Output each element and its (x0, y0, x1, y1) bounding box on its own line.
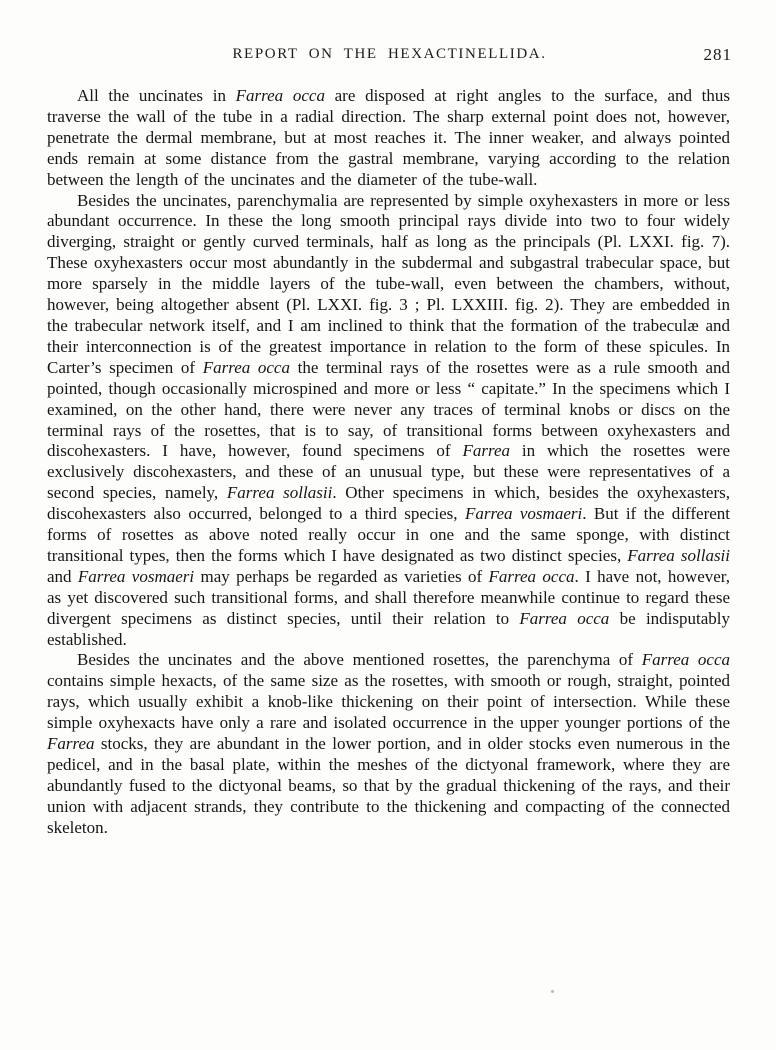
scan-artifact-dot (551, 990, 554, 993)
body-text: . Other specimens in which, besides the oxyhexasters, discohexasters also occurred, belonged to a third species, (47, 483, 731, 524)
body-text: in which the rosettes were exclusively discohexasters, and these of an unusual type, but these were representatives of a second species, namely, (47, 441, 730, 503)
species-name-italic: Farrea vosmaeri (464, 504, 583, 524)
body-text: Besides the uncinates, parenchymalia are represented by simple oxyhexasters in more or less abundant occurrence. In these the long smooth principal rays divide into two to four widely diverging, straight or gently curved terminals, half as long as the principals (Pl. LXXI. fig. 7). These oxyhexasters occur most abundantly in the subdermal and subgastral trabecular space, but more sparsely in the middle layers of the tube-wall, even between the chambers, without, however, being altogether absent (Pl. LXXI. fig. 3 ; Pl. LXXIII. fig. 2). They are embedded in the trabecular network itself, and I am inclined to think that the formation of the trabeculæ and their interconnection is of the greatest importance in relation to the form of these spicules. In Carter’s specimen of (47, 190, 730, 377)
body-text: may perhaps be regarded as varieties of (194, 566, 489, 586)
species-name-italic: Farrea (462, 441, 510, 461)
species-name-italic: Farrea occa (488, 566, 575, 586)
species-name-italic: Farrea occa (235, 86, 325, 105)
body-text: Besides the uncinates and the above mentioned rosettes, the parenchyma of (77, 650, 642, 670)
paragraph-oxyhexasters-rosettes (47, 191, 730, 651)
body-text: contains simple hexacts, of the same size as the rosettes, with smooth or rough, straight, pointed rays, which usually exhibit a knob-like thickening on their point of intersection. While these simple oxyhexacts have only a rare and isolated occurrence in the upper younger portions of the (47, 671, 730, 733)
body-text: the terminal rays of the rosettes were as a rule smooth and pointed, though occasionally microspined and more or less “ capitate.” In the specimens which I examined, on the other hand, there were never any traces of terminal knobs or discs on the terminal rays of the rosettes, that is to say, of transitional forms between oxyhexasters and discohexasters. I have, however, found specimens of (47, 357, 730, 461)
species-name-italic: Farrea occa (519, 608, 610, 628)
body-text: and (47, 566, 78, 586)
species-name-italic: Farrea occa (641, 650, 730, 670)
page-number: 281 (703, 45, 732, 64)
paragraph-parenchyma-hexacts (47, 650, 730, 838)
body-text: stocks, they are abundant in the lower portion, and in older stocks even numerous in the pedicel, and in the basal plate, within the meshes of the dictyonal framework, where they are abundantly fused to the dictyonal beams, so that by the gradual thickening of the rays, and their union with adjacent strands, they contribute to the thickening and compacting of the connected skeleton. (47, 734, 730, 837)
body-text: are disposed at right angles to the surface, and thus traverse the wall of the tube in a radial direction. The sharp external point does not, however, penetrate the dermal membrane, but at most reaches it. The inner weaker, and always pointed ends remain at some distance from the gastral membrane, varying according to the relation between the length of the uncinates and the diameter of the tube-wall. (47, 86, 731, 189)
species-name-italic: Farrea sollasii (627, 545, 731, 565)
species-name-italic: Farrea (47, 734, 95, 754)
running-title: REPORT ON THE HEXACTINELLIDA. (232, 46, 547, 62)
species-name-italic: Farrea vosmaeri (77, 566, 195, 586)
page-header (47, 46, 732, 68)
text-block (47, 86, 730, 839)
species-name-italic: Farrea occa (202, 357, 290, 377)
body-text: . But if the different forms of rosettes as above noted really occur in one and the same sponge, with distinct transitional types, then the forms which I have designated as two distinct species, (47, 504, 730, 565)
body-text: be indisputably established. (47, 608, 731, 649)
paragraph-uncinates (47, 86, 730, 191)
body-text: All the uncinates in (77, 86, 236, 105)
body-text: . I have not, however, as yet discovered such transitional forms, and shall therefore meanwhile continue to regard these divergent specimens as distinct species, until their relation to (47, 566, 731, 628)
species-name-italic: Farrea sollasii (226, 483, 333, 503)
